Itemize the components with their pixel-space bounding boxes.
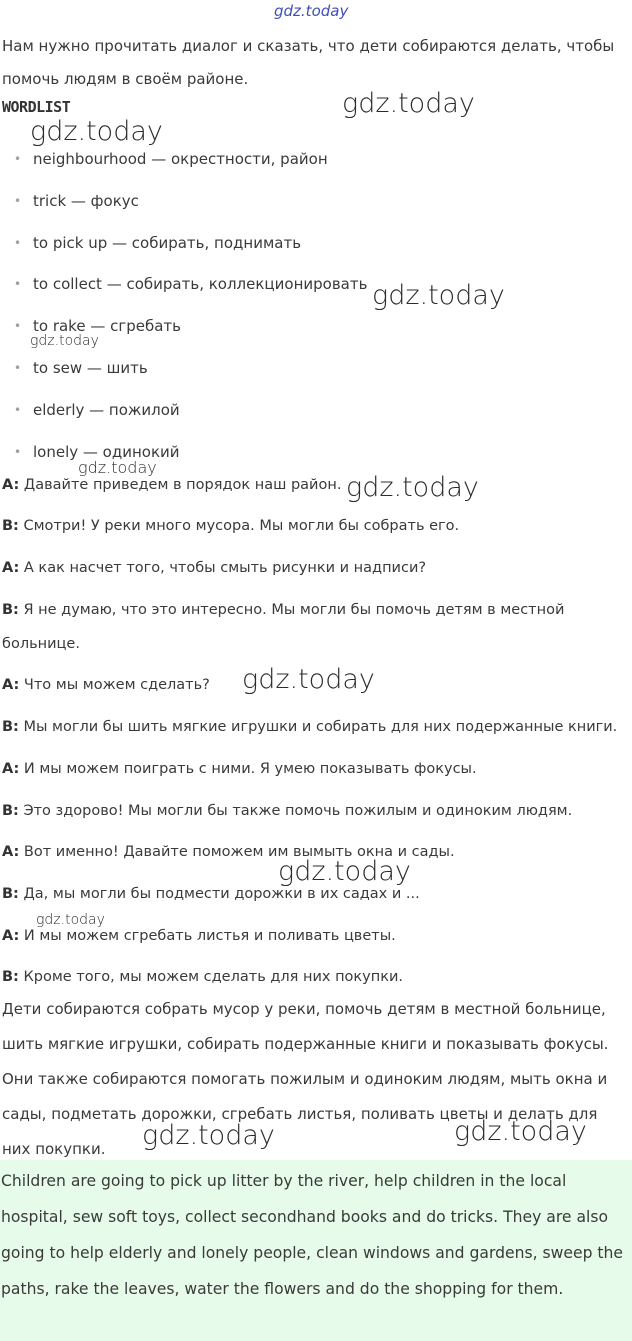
dialogue-line: B: Мы могли бы шить мягкие игрушки и собирать для них подержанные книги. [2,719,618,735]
dialogue-line: A: А как насчет того, чтобы смыть рисунки и надписи? [2,560,427,576]
wordlist-item: • trick — фокус [14,184,367,226]
wordlist-item: • neighbourhood — окрестности, район [14,142,367,184]
answer-english: Children are going to pick up litter by the river, help children in the local hospital, sew soft toys, collect secondhand books and do tricks. They are also going to help elderly and lonely people, clean windows and gardens, sweep the paths, rake the leaves, water the flowers and do the shopping for them. [1,1172,624,1298]
answer-english-block [0,1160,632,1341]
wordlist-item: • lonely — одинокий [14,435,367,477]
bullet-icon: • [14,444,22,459]
dialogue-line: B: Я не думаю, что это интересно. Мы могли бы помочь детям в местной больнице. [2,602,565,652]
wordlist-item: • to collect — собирать, коллекционировать [14,267,367,309]
watermark: gdz.today [342,88,475,119]
wordlist [14,142,367,476]
watermark: gdz.today [372,280,505,311]
bullet-icon: • [14,152,22,166]
watermark: gdz.today [278,856,411,887]
watermark: gdz.today [36,912,105,928]
watermark: gdz.today [454,1116,587,1147]
dialogue-line: A: Вот именно! Давайте поможем им вымыть окна и сады. [2,844,455,860]
dialogue-line: A: Давайте приведем в порядок наш район. [2,477,342,493]
bullet-icon: • [14,319,22,334]
bullet-icon: • [14,402,22,417]
wordlist-item: • to rake — сгребать [14,309,367,351]
dialogue-line: A: И мы можем поиграть с ними. Я умею показывать фокусы. [2,761,477,777]
dialogue-line: B: Кроме того, мы можем сделать для них покупки. [2,969,404,985]
watermark: gdz.today [242,664,375,695]
wordlist-item: • to sew — шить [14,351,367,393]
answer-russian: Дети собираются собрать мусор у реки, помочь детям в местной больнице, шить мягкие игрушки, собирать подержанные книги и показывать фокусы. Они также собираются помогать пожилым и одиноким людям, мыть окна и сады, подметать дорожки, сгребать листья, поливать цветы и делать для них покупки. [2,1000,609,1158]
bullet-icon: • [14,235,22,250]
wordlist-item: • to pick up — собирать, поднимать [14,226,367,268]
watermark: gdz.today [142,1120,275,1151]
wordlist-title: WORDLIST [2,98,71,116]
dialogue-line: A: И мы можем сгребать листья и поливать цветы. [2,928,396,944]
watermark: gdz.today [30,333,99,349]
bullet-icon: • [14,360,22,375]
watermark: gdz.today [78,458,157,477]
dialogue-line: A: Что мы можем сделать? [2,677,210,693]
dialogue-line: B: Это здорово! Мы могли бы также помочь пожилым и одиноким людям. [2,803,573,819]
wordlist-item: • elderly — пожилой [14,393,367,435]
task-instruction: Нам нужно прочитать диалог и сказать, что дети собираются делать, чтобы помочь людям в своём районе. [2,37,615,88]
watermark: gdz.today [346,472,479,503]
bullet-icon: • [14,277,22,292]
watermark: gdz.today [30,116,163,147]
dialogue-line: B: Смотри! У реки много мусора. Мы могли бы собрать его. [2,518,460,534]
bullet-icon: • [14,193,22,208]
dialogue-line: B: Да, мы могли бы подмести дорожки в их садах и ... [2,886,420,902]
site-logo: gdz.today [274,2,349,20]
